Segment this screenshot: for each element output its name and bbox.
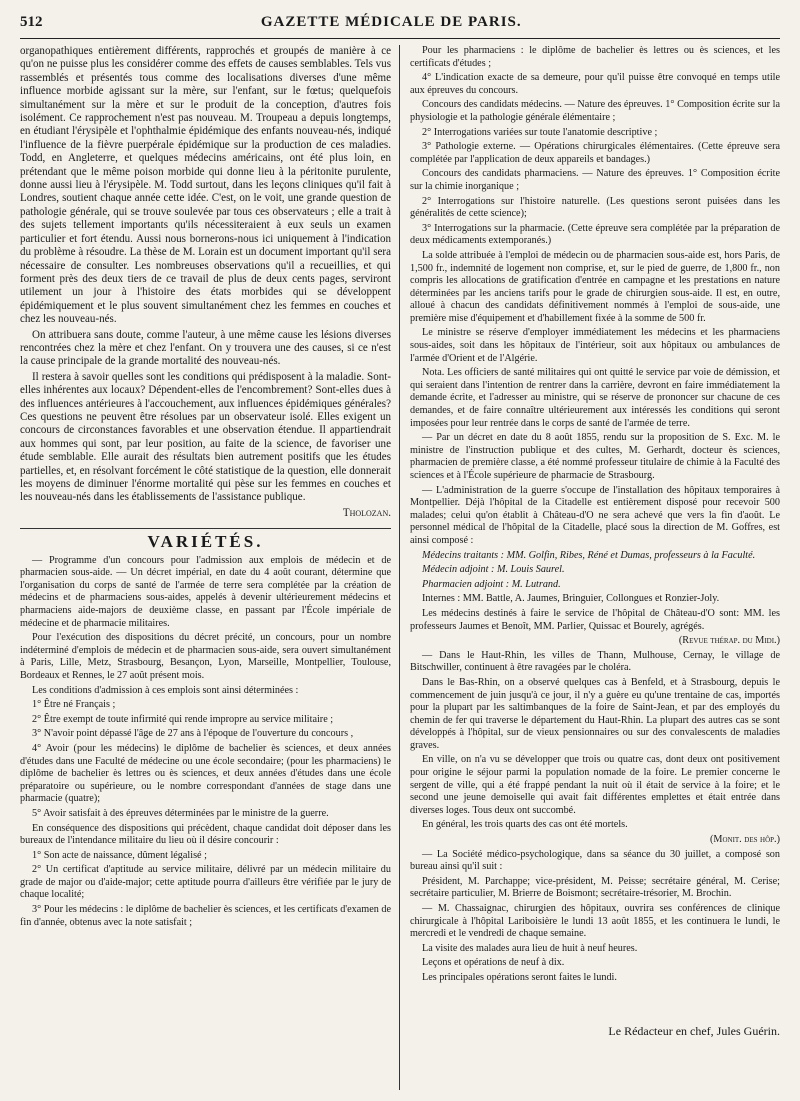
source-citation: (Monit. des hôp.) [710, 834, 780, 846]
section-title-varietes: VARIÉTÉS. [147, 532, 264, 552]
paragraph: Les médecins destinés à faire le service de l'hôpital de Château-d'O sont: MM. les professeurs Jaumes et Benoît, MM. Parlier, Quissac et Bourely, agrégés. [410, 607, 780, 632]
paragraph: organopathiques entièrement différents, rapprochés et groupés de manière à ce qu'on ne puisse plus les considérer comme des effets de causes semblables. Tels vus rassemblés et présentés tous comme des localisations diverses d'une même influence morbide agissant sur la mère, sur l'enfant, sur le fœtus; quelquefois simultanément sur la mère et sur le produit de la conception, d'autres fois isolément. Ce rapprochement n'est pas nouveau. M. Troupeau a depuis longtemps, en étudiant l'érysipèle et l'ophthalmie épidémique des enfants nouveau-nés, indiqué l'influence de la fièvre puerpérale épidémique sur la production de ces maladies. Todd, en Angleterre, et quelques médecins américains, ont été plus loin, en prétendant que le même poison morbide qui donne lieu à la péritonite purulente, donne aussi lieu à l'érysipèle. M. Todd surtout, dans les leçons cliniques qu'il fait à Londres, soutient chaque année cette idée. C'est, on le voit, une grande question de pathologie générale, qui se trouve soulevée par tous ces observateurs ; elle a trait à des sujets tellement importants qu'ils nécessiteraient à eux seuls un examen particulier et fort étendu. Aussi nous bornerons-nous ici uniquement à l'indication du problème à résoudre. La thèse de M. Lorain est un document important qu'il sera nécessaire de consulter. Les nombreuses observations qu'il a recueillies, et qui forment près des deux tiers de ce travail de plus de deux cents pages, serviront utilement un jour à l'histoire des états morbides qui se développent épidémiquement et le plus souvent simultanément chez les femmes en couches et chez les nouveau-nés. [20, 45, 391, 326]
list-item: 2° Un certificat d'aptitude au service militaire, délivré par un médecin militaire du grade de major ou d'aide-major; cette aptitude pourra d'ailleurs être vérifiée par le jury de chaque localité; [20, 864, 391, 901]
section-divider [20, 528, 391, 529]
paragraph: On attribuera sans doute, comme l'auteur, à une même cause les lésions diverses rencontrées chez la mère et chez l'enfant. On y trouvera une des causes, si ce n'est la cause principale de la grande mortalité des nouveau-nés. [20, 328, 391, 368]
paragraph: Médecin adjoint : M. Louis Saurel. [422, 564, 565, 576]
page-number: 512 [20, 14, 43, 30]
paragraph: Leçons et opérations de neuf à dix. [422, 957, 565, 969]
paragraph: Pour les pharmaciens : le diplôme de bachelier ès lettres ou ès sciences, et les certificats d'études ; [410, 45, 780, 69]
list-item: 5° Avoir satisfait à des épreuves déterminées par le ministre de la guerre. [32, 807, 329, 819]
list-item: 2° Être exempt de toute infirmité qui rende impropre au service militaire ; [32, 713, 334, 725]
paragraph: — La Société médico-psychologique, dans sa séance du 30 juillet, a composé son bureau ainsi qu'il suit : [410, 848, 780, 873]
paragraph: Concours des candidats pharmaciens. — Nature des épreuves. 1° Composition écrite sur la chimie inorganique ; [410, 168, 780, 192]
list-item: 3° Pour les médecins : le diplôme de bachelier ès sciences, et les certificats d'examen de fin d'année, obtenus avec la note satisfait ; [20, 904, 391, 928]
paragraph: — Dans le Haut-Rhin, les villes de Thann, Mulhouse, Cernay, le village de Bitschwiller, continuent à être ravagées par le choléra. [410, 649, 780, 674]
paragraph: Dans le Bas-Rhin, on a observé quelques cas à Benfeld, et à Strasbourg, depuis le commencement de juin jusqu'à ce jour, il n'y a guère eu qu'une trentaine de cas, importés pour la plupart par les saltimbanques de la foire de Saint-Jean, et par des employés du chemin de fer qui traverse le département du Haut-Rhin. La plupart des autres cas se sont développés à l'hôpital, sur de vieux pensionnaires ou sur des convalescents de maladies graves. [410, 676, 780, 751]
paragraph: Nota. Les officiers de santé militaires qui ont quitté le service par voie de démission, et qui seraient dans l'intention de rentrer dans la carrière, devront en faire immédiatement la demande écrite, et l'adresser au ministre, qui se réserve de prononcer sur chacune de ces demandes, et de faire connaître ultérieurement aux intéressés les conditions qui seront imposées pour leur rentrée dans le corps de santé de l'armée de terre. [410, 367, 780, 429]
list-item: 3° Interrogations sur la pharmacie. (Cette épreuve sera complétée par la préparation de deux médicaments extemporanés.) [410, 222, 780, 247]
paragraph: — M. Chassaignac, chirurgien des hôpitaux, ouvrira ses conférences de clinique chirurgicale à l'hôpital Lariboisière le lundi 13 août 1855, et les continuera le lundi, le mercredi et le vendredi de chaque semaine. [410, 903, 780, 940]
paragraph: En ville, on n'a vu se développer que trois ou quatre cas, dont deux ont positivement pour origine le séjour parmi la population nomade de la foire. Le premier concerne le sergent de ville, qui a été frappé pendant la nuit où il était de service à la foire; et le second une jeune demoiselle qui avait fait différentes emplettes et était entrée dans diverses loges. Tous deux ont succombé. [410, 754, 780, 816]
editor-signature: Le Rédacteur en chef, Jules Guérin. [608, 1023, 780, 1038]
list-item: 1° Être né Français ; [32, 699, 116, 711]
paragraph: La solde attribuée à l'emploi de médecin ou de pharmacien sous-aide est, hors Paris, de 1,500 fr., indemnité de logement non comprise, et, sur le pied de guerre, de 1,800 fr., non compris les allocations de gratification d'entrée en campagne et les prestations en nature déterminées par les anciens tarifs pour le grade de chirurgien sous-aide. Il est, en outre, alloué à chacun des candidats définitivement nommés à l'emploi de sous-aide, une première mise d'équipement et d'habillement fixée à la somme de 500 fr. [410, 249, 780, 324]
right-column [400, 45, 780, 1090]
paragraph: — Programme d'un concours pour l'admission aux emplois de médecin et de pharmacien sous-aide. — Un décret impérial, en date du 4 août courant, détermine que l'organisation du corps de santé de l'armée de terre sera complétée par la création de médecins et de pharmaciens sous-aides, appelés à devenir ultérieurement médecins et pharmaciens aide-majors de deuxième classe, en passant par l'École impériale de médecine et de pharmacie militaires. [20, 554, 391, 629]
columns [20, 45, 780, 1090]
paragraph: En conséquence des dispositions qui précèdent, chaque candidat doit déposer dans les bureaux de l'intendance militaire du lieu où il désire concourir : [20, 822, 391, 847]
list-item: 3° N'avoir point dépassé l'âge de 27 ans à l'époque de l'ouverture du concours , [32, 728, 354, 740]
paragraph: Les principales opérations seront faites le lundi. [422, 971, 617, 983]
paragraph: Le ministre se réserve d'employer immédiatement les médecins et les pharmaciens sous-aides, soit dans les hôpitaux de l'intérieur, soit aux hôpitaux ou ambulances de l'armée d'Orient et de l'Algérie. [410, 327, 780, 364]
paragraph: Internes : MM. Battle, A. Jaumes, Bringuier, Collongues et Ronzier-Joly. [422, 593, 720, 605]
paragraph: En général, les trois quarts des cas ont été mortels. [422, 819, 628, 831]
list-item: 2° Interrogations variées sur toute l'anatomie descriptive ; [422, 126, 658, 138]
paragraph: — Par un décret en date du 8 août 1855, rendu sur la proposition de S. Exc. M. le ministre de l'instruction publique et des cultes, M. Gerhardt, docteur ès sciences, pharmacien de première classe, a été nommé professeur titulaire de chimie à la Faculté des sciences et à l'École supérieure de pharmacie de Strasbourg. [410, 432, 780, 481]
author-signature: Tholozan. [342, 506, 391, 519]
page-header [20, 14, 780, 39]
paragraph: Il restera à savoir quelles sont les conditions qui prédisposent à la maladie. Sont-elles inhérentes aux locaux? Dépendent-elles de l'encombrement? Sont-elles dues à des influences antérieures à l'accouchement, aux influences épidémiques générales? Ces questions ne peuvent être résolues par un observateur isolé. Elles exigent un concours de circonstances favorables et une observation étendue. Il appartiendrait aux hommes qui sont, par leur position, au faite de la science, de favoriser une étude semblable. Elle aurait des résultats bien autrement positifs que les études partielles, et, en résolvant forcément le côté statistique de la question, elle donnerait les moyens de diminuer l'énorme mortalité qui pèse sur les femmes en couches et les nouveau-nés dans les établissements de l'assistance publique. [20, 370, 391, 504]
list-item: 2° Interrogations sur l'histoire naturelle. (Les questions seront puisées dans les généralités de cette science); [410, 195, 780, 220]
paragraph: Président, M. Parchappe; vice-président, M. Peisse; secrétaire général, M. Cerise; secrétaire particulier, M. Brierre de Boismont; secrétaire-trésorier, M. Brochin. [410, 875, 780, 900]
paragraph: Pharmacien adjoint : M. Lutrand. [422, 578, 561, 590]
journal-title: GAZETTE MÉDICALE DE PARIS. [260, 14, 522, 30]
paragraph: — L'administration de la guerre s'occupe de l'installation des hôpitaux temporaires à Montpellier. Déjà l'hôpital de la Citadelle est entièrement disposé pour recevoir 500 malades; celui qu'on établit à Château-d'O ne sera achevé que vers la fin d'août. Le personnel médical de l'hôpital de la Citadelle, placé sous la direction de M. Goffres, est ainsi composé : [410, 484, 780, 546]
left-column [20, 45, 400, 1090]
list-item: 1° Son acte de naissance, dûment légalisé ; [32, 849, 207, 861]
paragraph: 4° L'indication exacte de sa demeure, pour qu'il puisse être convoqué en temps utile aux épreuves du concours. [410, 72, 780, 96]
paragraph: Pour l'exécution des dispositions du décret précité, un concours, pour un nombre indéterminé d'emplois de médecin et de pharmacien sous-aide, sera ouvert simultanément à Paris, Lille, Metz, Strasbourg, Besançon, Lyon, Marseille, Montpellier, Toulouse, Bordeaux et Rennes, le 27 août présent mois. [20, 632, 391, 681]
source-citation: (Revue thérap. du Midi.) [678, 635, 780, 647]
paragraph: Concours des candidats médecins. — Nature des épreuves. 1° Composition écrite sur la physiologie et la pathologie générale élémentaire ; [410, 99, 780, 123]
list-item: 3° Pathologie externe. — Opérations chirurgicales élémentaires. (Cette épreuve sera complétée par l'application de deux appareils et bandages.) [410, 141, 780, 165]
paragraph: Les conditions d'admission à ces emplois sont ainsi déterminées : [32, 684, 299, 696]
paragraph: Médecins traitants : MM. Golfin, Ribes, Réné et Dumas, professeurs à la Faculté. [422, 549, 756, 561]
paragraph: La visite des malades aura lieu de huit à neuf heures. [422, 942, 638, 954]
list-item: 4° Avoir (pour les médecins) le diplôme de bachelier ès sciences, et deux années d'études dans une Faculté de médecine ou une école secondaire; (pour les pharmaciens) le diplôme de bachelier ès lettres ou ès sciences, et deux années d'études dans une école préparatoire ou supérieure, ou le nombre correspondant d'années de stage dans une pharmacie (quatre); [20, 742, 391, 805]
